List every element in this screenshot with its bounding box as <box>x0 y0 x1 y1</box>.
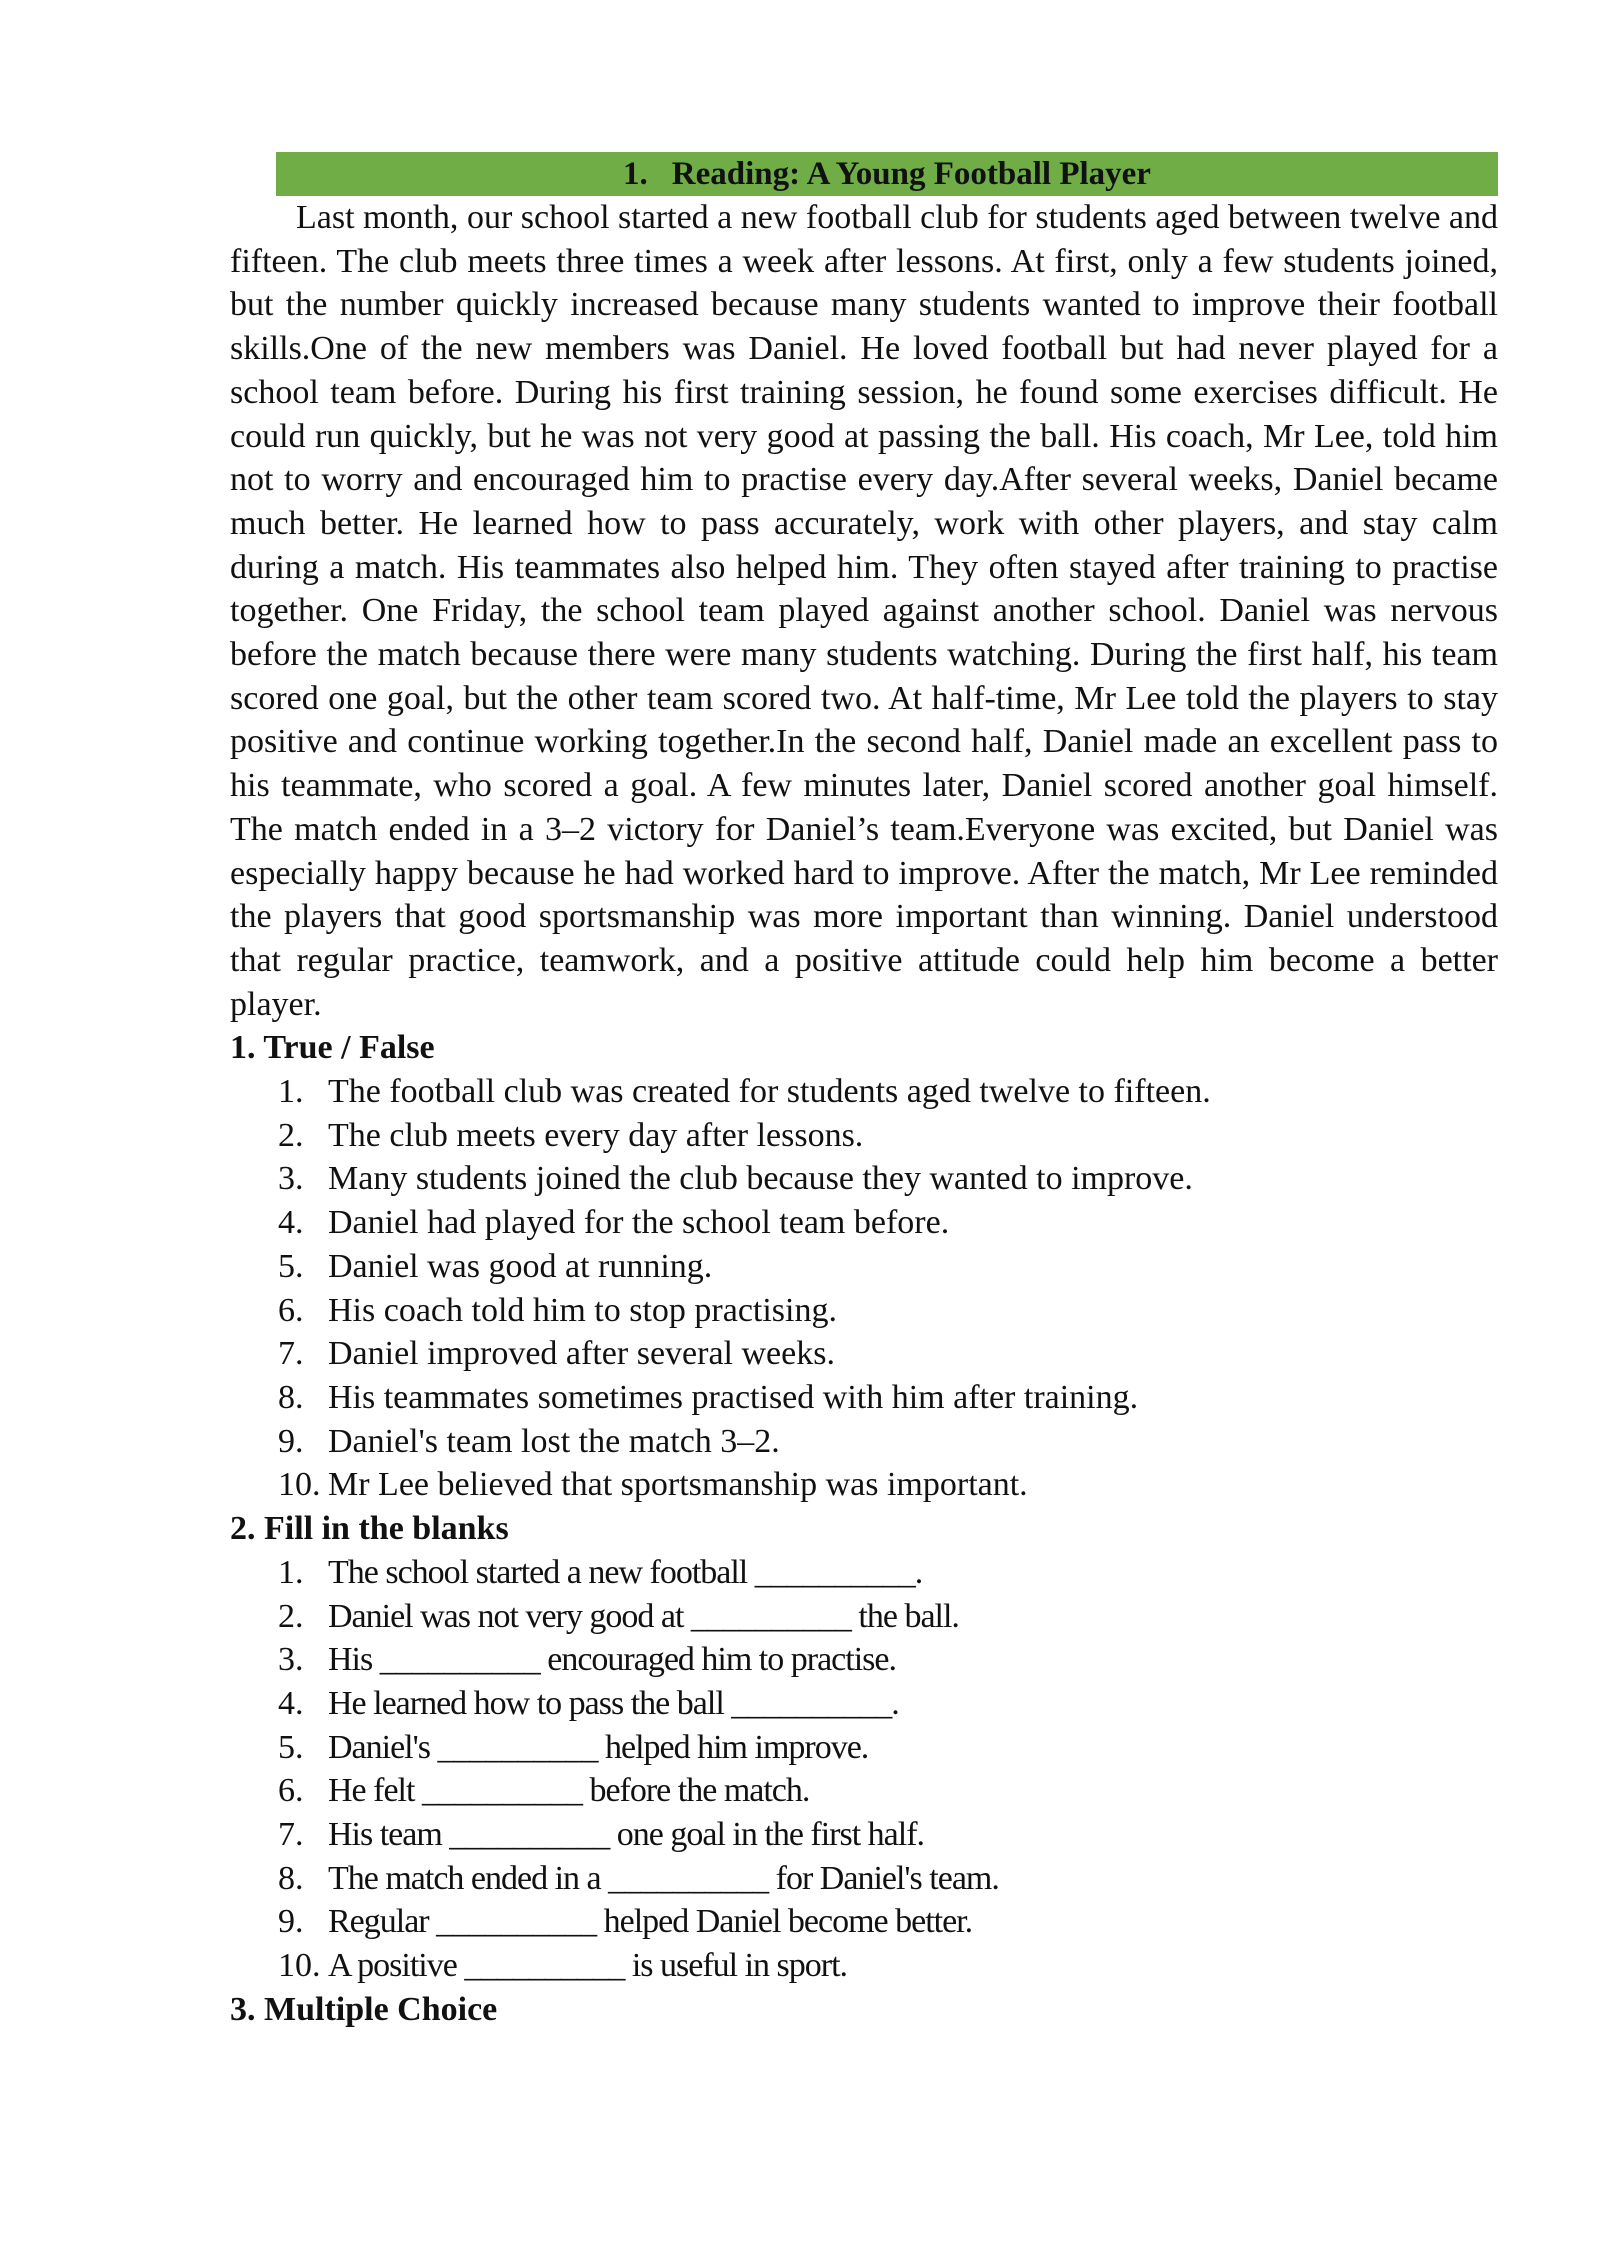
multiple-choice-heading: 3. Multiple Choice <box>230 1990 498 2028</box>
item-text: The football club was created for students aged twelve to fifteen. <box>328 1073 1211 1111</box>
item-text: Daniel was good at running. <box>328 1247 713 1285</box>
item-text: Daniel improved after several weeks. <box>328 1335 835 1373</box>
list-item <box>230 1900 1498 1944</box>
item-number: 1. <box>278 1073 304 1111</box>
item-number: 3. <box>278 1160 304 1198</box>
item-text: Daniel had played for the school team before. <box>328 1204 950 1242</box>
list-item <box>230 1638 1498 1682</box>
list-item <box>230 1289 1498 1333</box>
item-text: A positive __________ is useful in sport. <box>328 1947 848 1985</box>
reading-title-bar <box>276 152 1498 196</box>
item-text: The match ended in a __________ for Daniel's team. <box>328 1859 999 1897</box>
item-text: His coach told him to stop practising. <box>328 1291 837 1329</box>
item-number: 8. <box>278 1859 304 1897</box>
item-number: 2. <box>278 1116 304 1154</box>
item-number: 4. <box>278 1684 304 1722</box>
item-text: His __________ encouraged him to practise. <box>328 1641 896 1679</box>
list-item <box>230 1201 1498 1245</box>
item-text: His teammates sometimes practised with him after training. <box>328 1378 1139 1416</box>
item-number: 10. <box>278 1466 321 1504</box>
list-item <box>230 1114 1498 1158</box>
item-number: 8. <box>278 1378 304 1416</box>
item-number: 10. <box>278 1947 321 1985</box>
item-text: Daniel's team lost the match 3–2. <box>328 1422 780 1460</box>
list-item <box>230 1157 1498 1201</box>
fill-blanks-list <box>230 1551 1498 1988</box>
list-item <box>230 1944 1498 1988</box>
item-number: 6. <box>278 1291 304 1329</box>
list-item <box>230 1245 1498 1289</box>
list-item <box>230 1070 1498 1114</box>
item-text: His team __________ one goal in the first half. <box>328 1816 925 1854</box>
list-item <box>230 1857 1498 1901</box>
fill-blanks-heading: 2. Fill in the blanks <box>230 1510 509 1548</box>
true-false-heading: 1. True / False <box>230 1029 435 1067</box>
item-number: 5. <box>278 1247 304 1285</box>
list-item <box>230 1463 1498 1507</box>
item-number: 3. <box>278 1641 304 1679</box>
list-item <box>230 1769 1498 1813</box>
item-text: Daniel was not very good at __________ the ball. <box>328 1597 959 1635</box>
item-text: The club meets every day after lessons. <box>328 1116 864 1154</box>
item-number: 9. <box>278 1422 304 1460</box>
reading-title-number: 1. <box>623 156 648 192</box>
worksheet-page <box>230 152 1498 2032</box>
item-text: Regular __________ helped Daniel become better. <box>328 1903 973 1941</box>
true-false-list <box>230 1070 1498 1507</box>
list-item <box>230 1595 1498 1639</box>
reading-title: Reading: A Young Football Player <box>671 156 1151 192</box>
list-item <box>230 1332 1498 1376</box>
list-item <box>230 1726 1498 1770</box>
item-number: 7. <box>278 1816 304 1854</box>
item-text: Daniel's __________ helped him improve. <box>328 1728 869 1766</box>
item-number: 7. <box>278 1335 304 1373</box>
item-number: 9. <box>278 1903 304 1941</box>
item-number: 2. <box>278 1597 304 1635</box>
item-text: He learned how to pass the ball __________. <box>328 1684 899 1722</box>
item-number: 6. <box>278 1772 304 1810</box>
reading-passage: Last month, our school started a new football club for students aged between twelve and fifteen. The club meets three times a week after lessons. At first, only a few students joined, but the number quickly increased because many students wanted to improve their football skills.One of the new members was Daniel. He loved football but had never played for a school team before. During his first training session, he found some exercises difficult. He could run quickly, but he was not very good at passing the ball. His coach, Mr Lee, told him not to worry and encouraged him to practise every day.After several weeks, Daniel became much better. He learned how to pass accurately, work with other players, and stay calm during a match. His teammates also helped him. They often stayed after training to practise together. One Friday, the school team played against another school. Daniel was nervous before the match because there were many students watching. During the first half, his team scored one goal, but the other team scored two. At half-time, Mr Lee told the players to stay positive and continue working together.In the second half, Daniel made an excellent pass to his teammate, who scored a goal. A few minutes later, Daniel scored another goal himself. The match ended in a 3–2 victory for Daniel’s team.Everyone was excited, but Daniel was especially happy because he had worked hard to improve. After the match, Mr Lee reminded the players that good sportsmanship was more important than winning. Daniel understood that regular practice, teamwork, and a positive attitude could help him become a better player. <box>230 199 1498 1023</box>
item-text: He felt __________ before the match. <box>328 1772 810 1810</box>
list-item <box>230 1682 1498 1726</box>
item-text: The school started a new football __________. <box>328 1553 923 1591</box>
item-text: Many students joined the club because they wanted to improve. <box>328 1160 1193 1198</box>
item-number: 1. <box>278 1553 304 1591</box>
item-number: 5. <box>278 1728 304 1766</box>
list-item <box>230 1551 1498 1595</box>
list-item <box>230 1376 1498 1420</box>
list-item <box>230 1420 1498 1464</box>
item-number: 4. <box>278 1204 304 1242</box>
list-item <box>230 1813 1498 1857</box>
item-text: Mr Lee believed that sportsmanship was important. <box>328 1466 1028 1504</box>
